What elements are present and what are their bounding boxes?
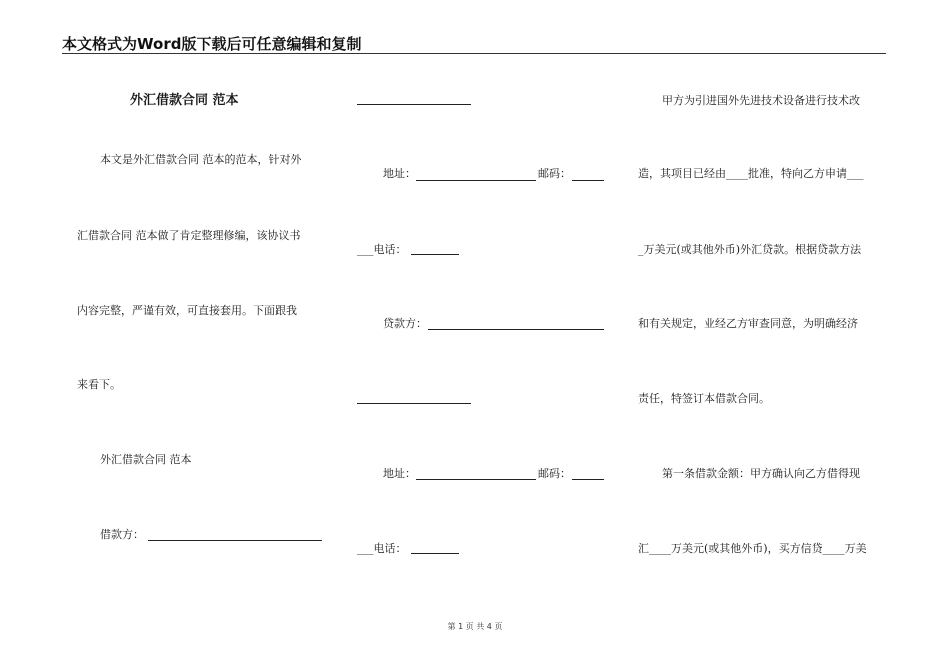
blank-line-top	[357, 104, 471, 105]
contract-title: 外汇借款合同 范本	[130, 93, 239, 108]
clause-line-5: 责任，特签订本借款合同。	[638, 392, 770, 405]
phone-blank-2	[411, 553, 459, 554]
page-number: 第 1 页 共 4 页	[447, 622, 503, 631]
address-blank-2	[416, 479, 536, 480]
blank-line-middle	[357, 403, 471, 404]
clause-line-6: 第一条借款金额：甲方确认向乙方借得现	[662, 467, 860, 480]
header-title: 本文格式为Word版下载后可任意编辑和复制	[62, 35, 362, 53]
postcode-blank-2	[572, 479, 604, 480]
clause-line-1: 甲方为引进国外先进技术设备进行技术改	[662, 94, 860, 107]
clause-line-3: _万美元(或其他外币)外汇贷款。根据贷款方法	[638, 243, 862, 256]
lender-label: 贷款方：	[383, 317, 427, 330]
subtitle: 外汇借款合同 范本	[100, 453, 192, 466]
intro-line-1: 本文是外汇借款合同 范本的范本，针对外	[100, 153, 302, 166]
address-label-1: 地址：	[383, 167, 416, 180]
intro-line-4: 来看下。	[77, 378, 121, 391]
header-rule	[62, 53, 886, 54]
phone-label-1: ___电话：	[357, 243, 407, 256]
address-blank-1	[416, 180, 536, 181]
intro-line-3: 内容完整，严谨有效，可直接套用。下面跟我	[77, 304, 297, 317]
postcode-blank-1	[572, 180, 604, 181]
lender-blank	[428, 329, 604, 330]
postcode-label-1: 邮码：	[538, 167, 571, 180]
borrower-blank	[148, 540, 322, 541]
clause-line-2: 造，其项目已经由____批准，特向乙方申请___	[638, 167, 864, 180]
postcode-label-2: 邮码：	[538, 467, 571, 480]
phone-blank-1	[411, 254, 459, 255]
address-label-2: 地址：	[383, 467, 416, 480]
clause-line-7: 汇____万美元(或其他外币)，买方信贷____万美	[638, 542, 867, 555]
clause-line-4: 和有关规定，业经乙方审查同意，为明确经济	[638, 317, 858, 330]
phone-label-2: ___电话：	[357, 542, 407, 555]
intro-line-2: 汇借款合同 范本做了肯定整理修编，该协议书	[77, 229, 301, 242]
borrower-label: 借款方：	[100, 528, 144, 541]
